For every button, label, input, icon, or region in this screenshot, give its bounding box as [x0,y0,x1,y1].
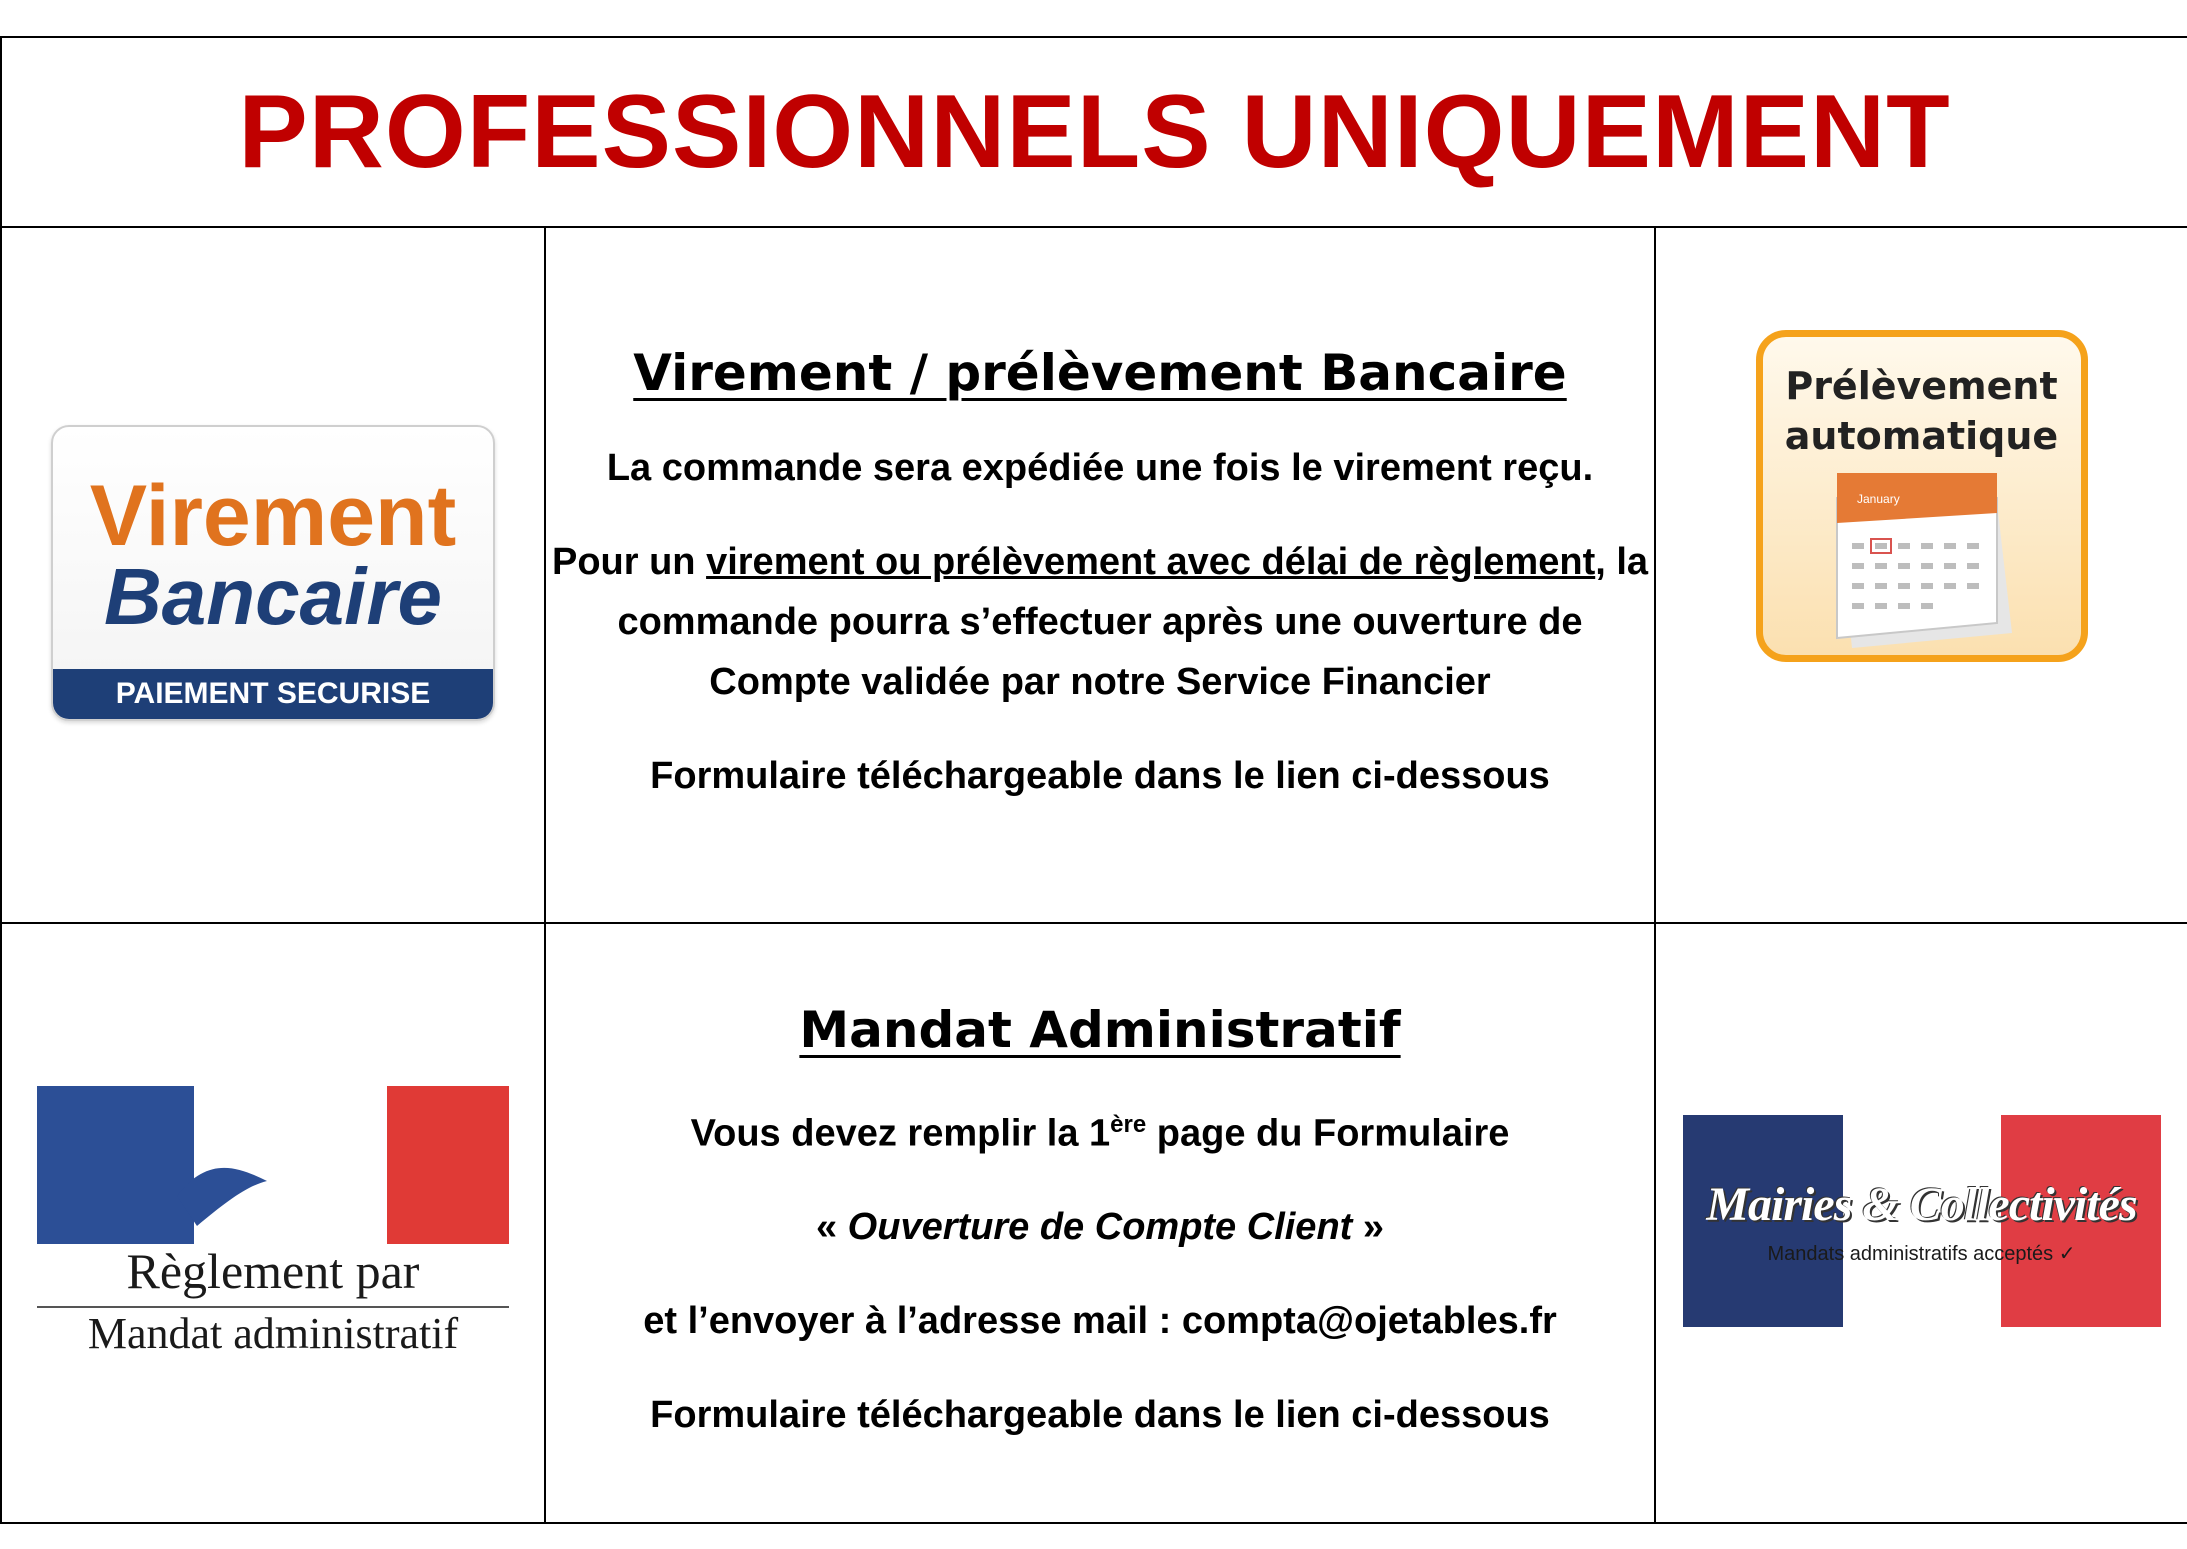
mandat-logo-cell [1,923,545,1523]
prelevement-badge-text [1763,361,2081,461]
prelevement-badge-line1: Prélèvement [1785,364,2058,408]
title-cell [1,37,2187,227]
virement-logo-line2: Bancaire [104,551,442,641]
mandat-text-cell [545,923,1655,1523]
mandat-paragraph-4: Formulaire téléchargeable dans le lien ci-dessous [650,1394,1550,1437]
virement-paragraph-3: Formulaire téléchargeable dans le lien ci-dessous [650,755,1550,797]
virement-heading: Virement / prélèvement Bancaire [633,344,1567,402]
payment-table [0,36,2187,1524]
mairies-logo-line2: Mandats administratifs acceptés ✓ [1767,1242,2076,1265]
calendar-month: January [1856,492,1900,506]
mandat-paragraph-3: et l’envoyer à l’adresse mail : compta@ojetables.fr [643,1300,1557,1343]
prelevement-logo-cell [1655,227,2187,923]
mairies-logo-line1: Mairies & Collectivités [1706,1177,2137,1231]
mandat-heading: Mandat Administratif [799,1000,1401,1059]
mandat-paragraph-1 [546,1095,1654,1164]
mairies-logo-cell [1655,923,2187,1523]
payment-info-sheet [0,36,2187,1520]
mandat-p2-italic: Ouverture de Compte Client [847,1206,1353,1249]
mandat-p2-close: » [1352,1206,1385,1249]
prelevement-automatique-badge [1756,330,2088,662]
virement-text-cell [545,227,1655,923]
mandat-p1-prefix: Vous devez remplir la 1 [690,1112,1111,1155]
calendar-icon [1827,473,2017,653]
prelevement-badge-line2: automatique [1784,414,2059,458]
page-title: PROFESSIONNELS UNIQUEMENT [238,73,1951,190]
virement-paragraph-2 [546,532,1654,712]
marianne-flag-icon [37,1086,509,1244]
virement-bancaire-logo [51,425,495,721]
virement-p2-prefix: Pour un [551,541,707,583]
virement-logo-bar: PAIEMENT SECURISE [53,669,493,719]
mandat-p1-suffix: page du Formulaire [1146,1112,1510,1155]
mandat-logo-line2: Mandat administratif [87,1308,459,1358]
mandat-paragraph-2 [546,1197,1654,1257]
virement-p2-suffix: , la commande pourra s’effectuer après une ouverture de Compte validée par notre Service Financier [617,541,1649,703]
virement-p2-underlined: virement ou prélèvement avec délai de règlement [706,541,1596,583]
mairies-collectivites-logo [1683,1115,2161,1327]
virement-logo-line1: Virement [89,467,457,564]
mandat-p2-open: « [815,1206,848,1249]
virement-logo-cell [1,227,545,923]
virement-paragraph-1: La commande sera expédiée une fois le virement reçu. [606,447,1594,489]
mandat-logo-line1: Règlement par [126,1242,420,1299]
mandat-p1-sup: ère [1110,1110,1147,1138]
reglement-mandat-logo [37,1086,509,1356]
